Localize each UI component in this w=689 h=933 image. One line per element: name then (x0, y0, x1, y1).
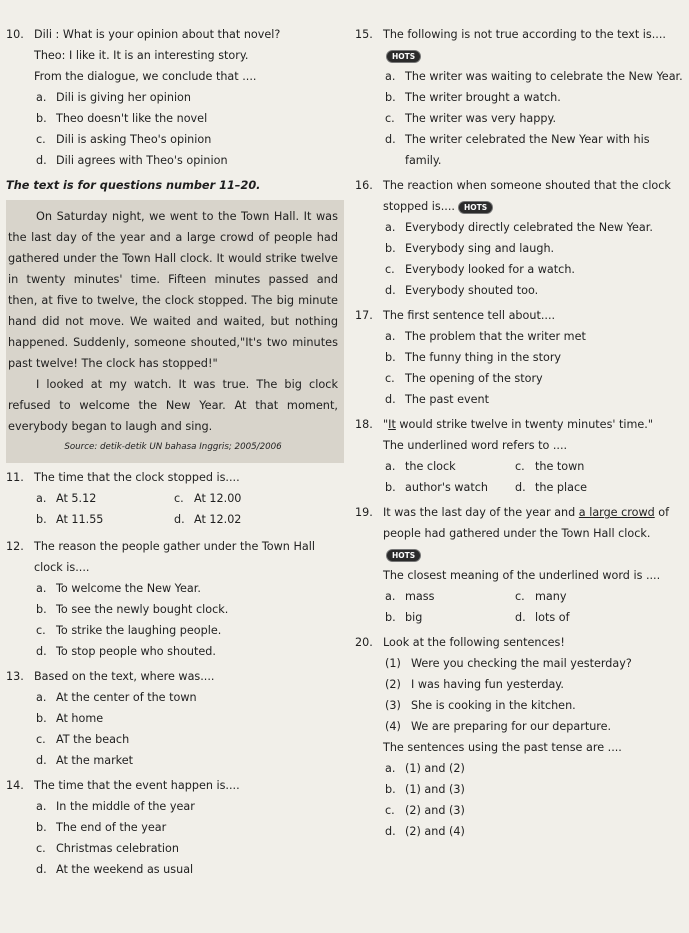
option-a-letter[interactable]: a. (36, 492, 47, 505)
option-d[interactable]: lots of (535, 611, 570, 624)
question-number: 15. (355, 28, 373, 41)
question-stem: From the dialogue, we conclude that .... (34, 70, 257, 83)
question-text: Dili : What is your opinion about that novel? (34, 28, 281, 41)
question-number: 19. (355, 506, 373, 519)
question-text: The reason the people gather under the Town Hall clock is.... (34, 540, 315, 574)
option-a[interactable]: a. At the center of the town (36, 691, 197, 704)
option-c[interactable]: the town (535, 460, 585, 473)
option-d[interactable]: d. To stop people who shouted. (36, 645, 216, 658)
option-d[interactable]: d. (2) and (4) (385, 825, 465, 838)
option-d-letter[interactable]: d. (174, 513, 185, 526)
option-a[interactable]: a. To welcome the New Year. (36, 582, 201, 595)
question-15 (355, 24, 685, 171)
question-number: 14. (6, 779, 24, 792)
text-part: It was the last day of the year and (383, 506, 579, 519)
dialog-line: Theo: I like it. It is an interesting story. (34, 49, 249, 62)
option-d[interactable]: d. Dili agrees with Theo's opinion (36, 154, 228, 167)
question-text: The first sentence tell about.... (383, 309, 556, 322)
options-grid (355, 586, 685, 628)
option-b[interactable]: b. Everybody sing and laugh. (385, 242, 555, 255)
option-d[interactable]: d. At the weekend as usual (36, 863, 194, 876)
question-20 (355, 632, 685, 842)
option-d[interactable]: At 12.02 (194, 513, 242, 526)
hots-badge: HOTS (386, 549, 421, 562)
option-b-letter[interactable]: b. (36, 513, 47, 526)
option-c-letter[interactable]: c. (174, 492, 184, 505)
text-part: " (383, 418, 389, 431)
question-text (383, 502, 685, 565)
option-b[interactable]: At 11.55 (56, 513, 104, 526)
underlined-phrase: a large crowd (578, 506, 655, 519)
question-17 (355, 305, 685, 410)
passage-source: Source: detik-detik UN bahasa Inggris; 2005/2006 (64, 442, 282, 452)
option-b-letter[interactable]: b. (385, 481, 396, 494)
option-a-letter[interactable]: a. (385, 460, 396, 473)
passage-note: The text is for questions number 11–20. (6, 179, 261, 192)
question-16 (355, 175, 685, 301)
options-grid (6, 488, 344, 530)
passage-paragraph-1: On Saturday night, we went to the Town Hall. It was the last day of the year and a large crowd of people had gathered under the Town Hall clock. It would strike twelve in twenty minutes' time. Fifteen minutes passed and then, at five to twelve, the clock stopped. The big minute hand did not move. We waited and waited, but nothing happened. Suddenly, someone shouted,"It's two minutes past twelve! The clock has stopped!" (8, 210, 338, 370)
question-11 (6, 467, 344, 530)
option-b[interactable]: b. The funny thing in the story (385, 351, 562, 364)
option-b[interactable]: b. (1) and (3) (385, 783, 465, 796)
question-number: 12. (6, 540, 24, 553)
question-text (383, 24, 685, 66)
option-a[interactable]: a. The problem that the writer met (385, 330, 586, 343)
text-part: would strike twelve in twenty minutes' time." (395, 418, 654, 431)
question-stem: The underlined word refers to .... (383, 439, 568, 452)
right-column (355, 24, 685, 842)
option-c[interactable]: c. The opening of the story (385, 372, 543, 385)
option-c-letter[interactable]: c. (515, 460, 525, 473)
option-c[interactable]: c. To strike the laughing people. (36, 624, 222, 637)
option-b[interactable]: author's watch (405, 481, 488, 494)
question-text: The time that the event happen is.... (34, 779, 240, 792)
option-a[interactable]: a. Everybody directly celebrated the New Year. (385, 221, 653, 234)
option-b[interactable]: big (405, 611, 423, 624)
option-c[interactable]: c. AT the beach (36, 733, 130, 746)
question-text (383, 414, 685, 435)
reading-passage (6, 200, 344, 463)
question-text-body: The reaction when someone shouted that the clock stopped is.... (383, 179, 671, 213)
question-12 (6, 536, 344, 662)
option-d[interactable]: the place (535, 481, 588, 494)
option-c[interactable]: c. Everybody looked for a watch. (385, 263, 575, 276)
underlined-word: It (388, 418, 396, 431)
question-14 (6, 775, 344, 880)
question-number: 18. (355, 418, 373, 431)
question-text-body: The following is not true according to the text is.... (383, 28, 666, 41)
option-b[interactable]: b. At home (36, 712, 104, 725)
option-b[interactable]: b. The writer brought a watch. (385, 91, 561, 104)
question-number: 10. (6, 28, 24, 41)
option-b[interactable]: b. To see the newly bought clock. (36, 603, 229, 616)
option-c[interactable]: many (535, 590, 567, 603)
option-d[interactable]: d. Everybody shouted too. (385, 284, 539, 297)
option-a[interactable]: the clock (405, 460, 456, 473)
question-18 (355, 414, 685, 498)
option-c-letter[interactable]: c. (515, 590, 525, 603)
option-c[interactable]: c. Christmas celebration (36, 842, 179, 855)
option-a[interactable]: a. The writer was waiting to celebrate the New Year. (385, 70, 683, 83)
option-a[interactable]: At 5.12 (56, 492, 97, 505)
option-d-letter[interactable]: d. (515, 611, 526, 624)
option-a-letter[interactable]: a. (385, 590, 396, 603)
question-number: 17. (355, 309, 373, 322)
left-column (6, 24, 344, 880)
sentence-3: (3) She is cooking in the kitchen. (385, 699, 576, 712)
option-c[interactable]: c. The writer was very happy. (385, 112, 557, 125)
options-grid (355, 456, 685, 498)
sentence-2: (2) I was having fun yesterday. (385, 678, 564, 691)
question-stem: The sentences using the past tense are .... (383, 741, 622, 754)
passage-paragraph-2: I looked at my watch. It was true. The big clock refused to welcome the New Year. At that moment, everybody began to laugh and sing. (8, 378, 338, 433)
hots-badge: HOTS (458, 201, 493, 214)
question-number: 16. (355, 179, 373, 192)
hots-badge: HOTS (386, 50, 421, 63)
question-10 (6, 24, 344, 171)
text-part: of people had gathered under the Town Hall clock. (383, 506, 670, 540)
option-c[interactable]: At 12.00 (194, 492, 242, 505)
option-a[interactable]: a. Dili is giving her opinion (36, 91, 191, 104)
option-d-letter[interactable]: d. (515, 481, 526, 494)
option-d[interactable]: d. At the market (36, 754, 134, 767)
option-d[interactable]: d. The writer celebrated the New Year with his family. (385, 133, 650, 167)
sentence-1: (1) Were you checking the mail yesterday? (385, 657, 632, 670)
question-number: 11. (6, 471, 24, 484)
question-13 (6, 666, 344, 771)
option-b[interactable]: b. Theo doesn't like the novel (36, 112, 208, 125)
sentence-4: (4) We are preparing for our departure. (385, 720, 612, 733)
option-d[interactable]: d. The past event (385, 393, 489, 406)
question-number: 20. (355, 636, 373, 649)
option-a[interactable]: mass (405, 590, 435, 603)
option-b[interactable]: b. The end of the year (36, 821, 167, 834)
option-c[interactable]: c. Dili is asking Theo's opinion (36, 133, 212, 146)
option-a[interactable]: a. In the middle of the year (36, 800, 195, 813)
option-b-letter[interactable]: b. (385, 611, 396, 624)
question-text: The time that the clock stopped is.... (34, 471, 240, 484)
question-text (383, 175, 685, 217)
question-stem: The closest meaning of the underlined word is .... (383, 569, 661, 582)
question-text: Look at the following sentences! (383, 636, 565, 649)
option-a[interactable]: a. (1) and (2) (385, 762, 465, 775)
question-text: Based on the text, where was.... (34, 670, 215, 683)
option-c[interactable]: c. (2) and (3) (385, 804, 465, 817)
question-number: 13. (6, 670, 24, 683)
question-19 (355, 502, 685, 628)
